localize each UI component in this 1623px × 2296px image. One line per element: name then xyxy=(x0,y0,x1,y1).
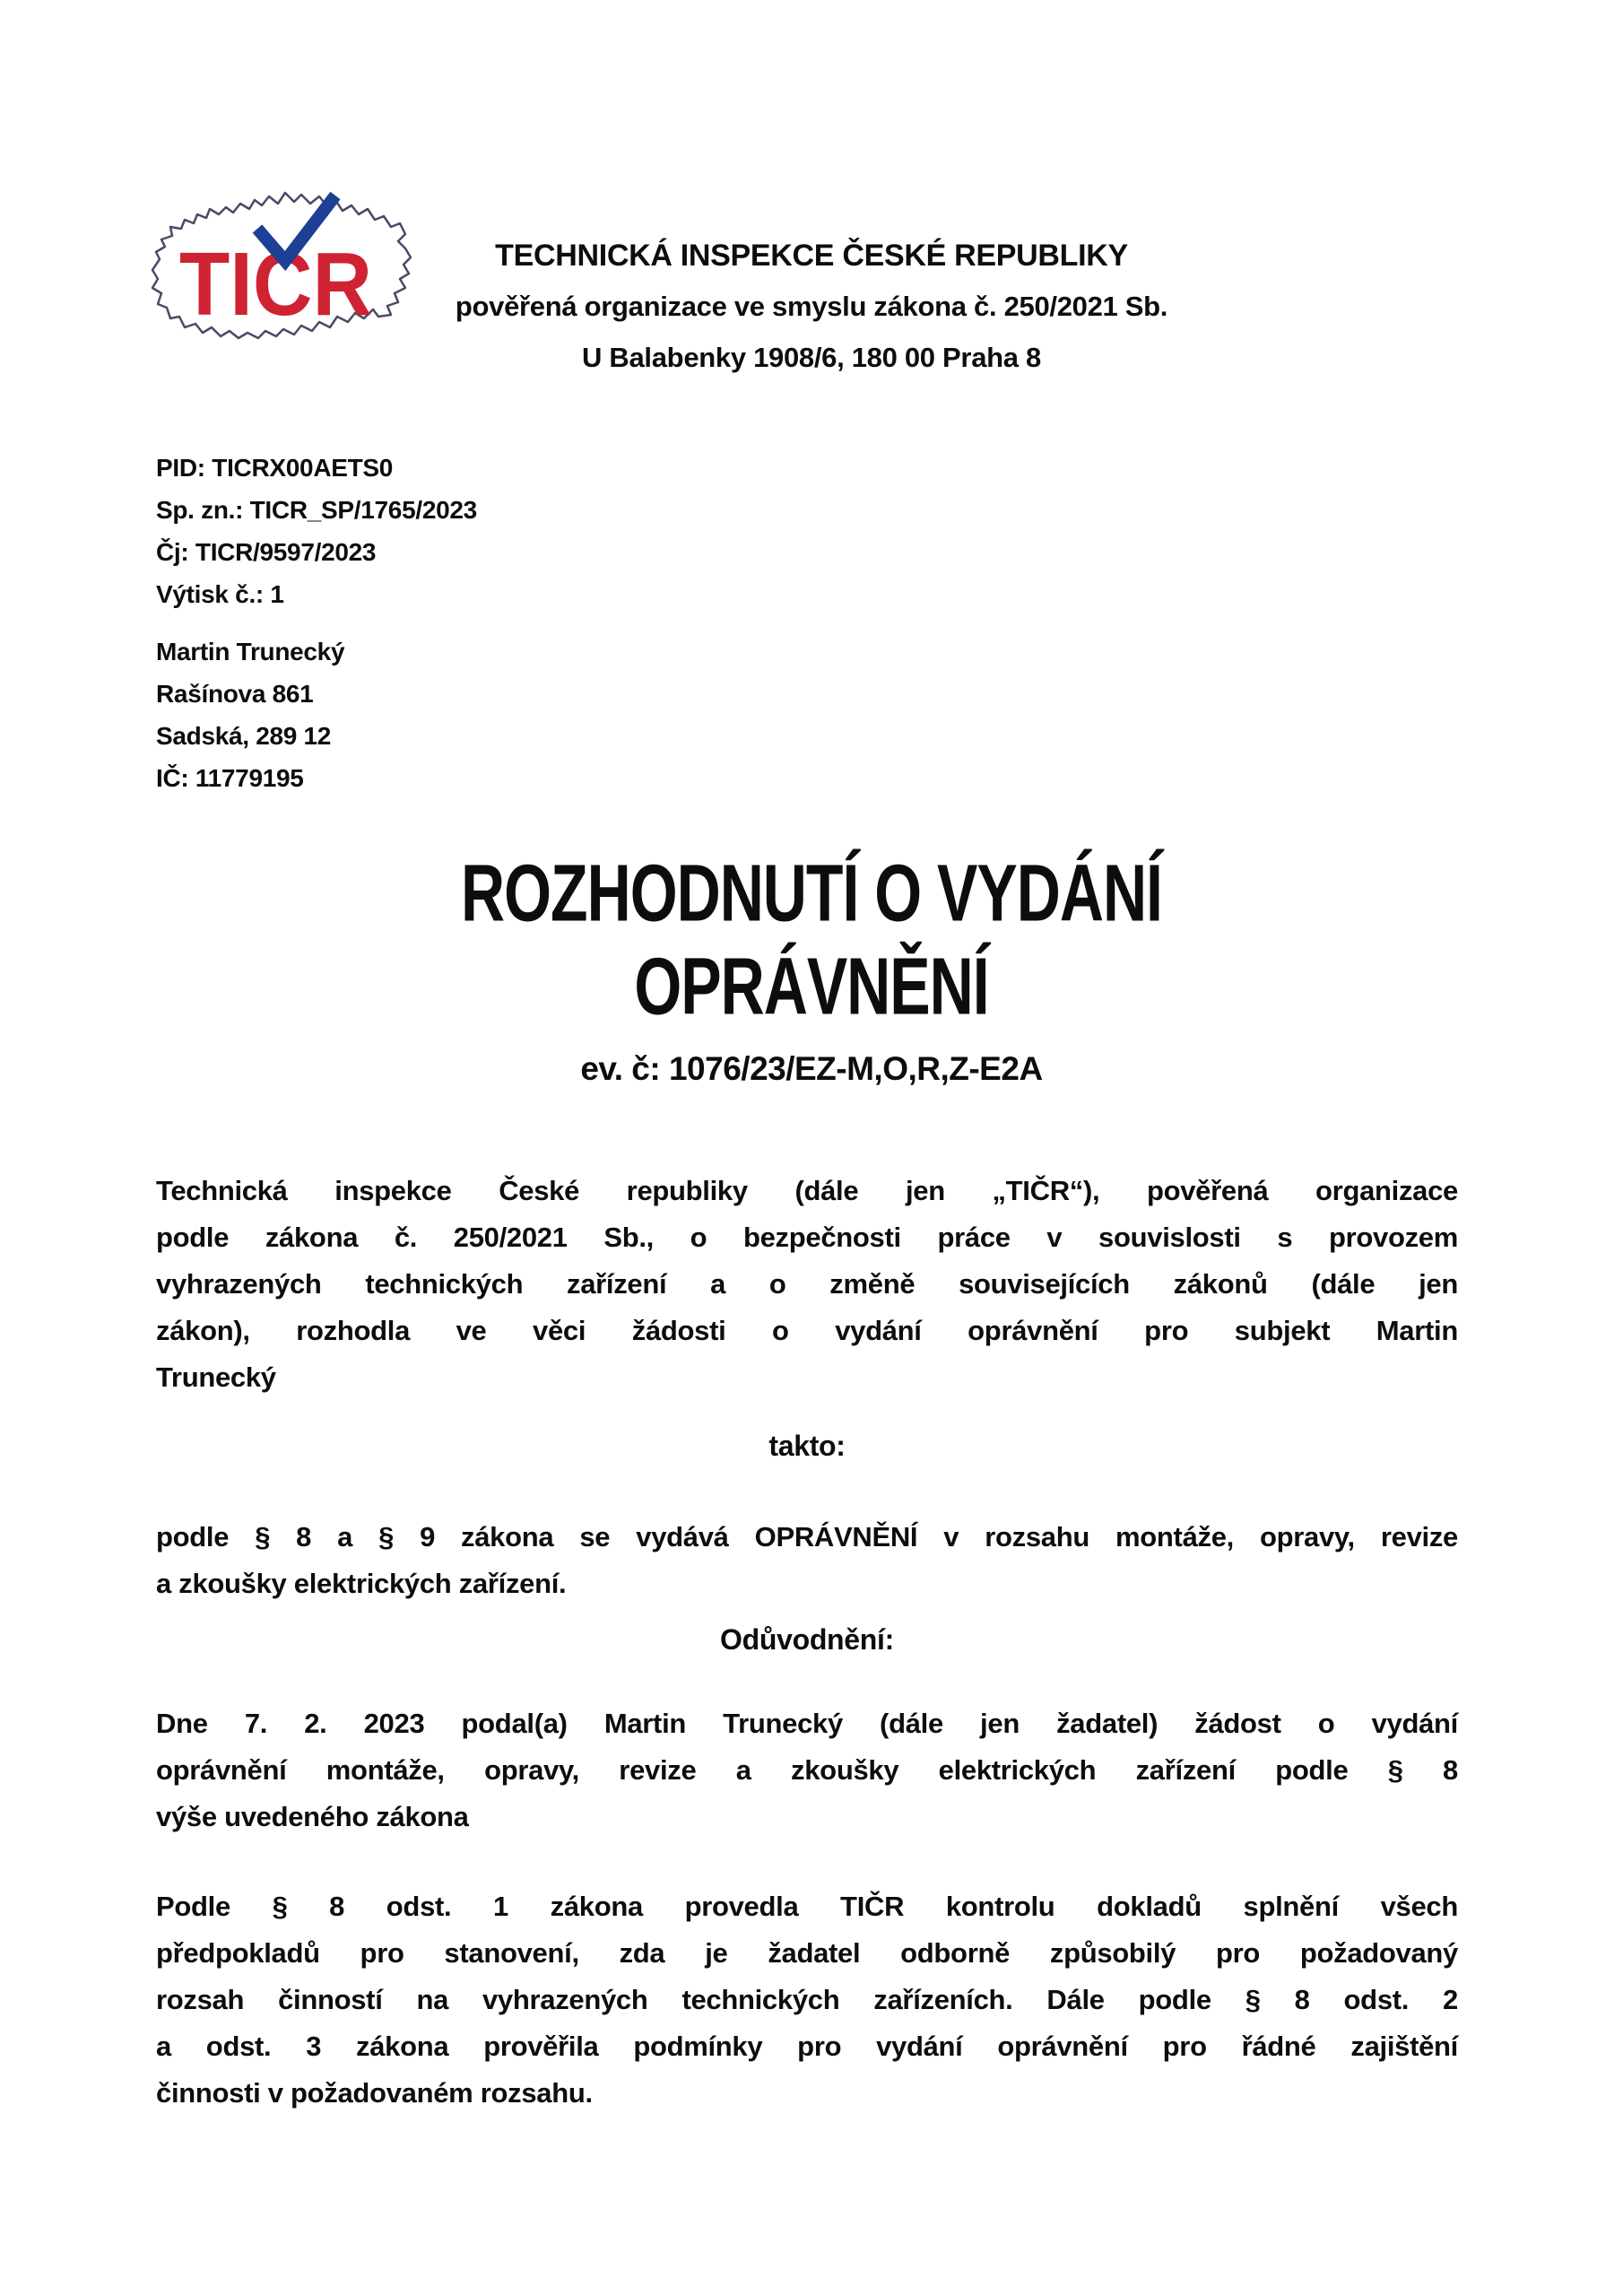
justification-paragraph-2 xyxy=(156,1883,1458,2117)
recipient-block xyxy=(156,631,344,799)
paragraph-line: a odst. 3 zákona prověřila podmínky pro vydání oprávnění pro řádné zajištění xyxy=(156,2031,1458,2062)
decision-ev-number: ev. č: 1076/23/EZ-M,O,R,Z-E2A xyxy=(580,1050,1043,1087)
paragraph-line: a zkoušky elektrických zařízení. xyxy=(156,1568,567,1599)
org-name: TECHNICKÁ INSPEKCE ČESKÉ REPUBLIKY xyxy=(495,239,1128,273)
takto-heading: takto: xyxy=(768,1430,846,1462)
recipient-name: Martin Trunecký xyxy=(156,638,345,665)
paragraph-line: rozsah činností na vyhrazených technických zařízeních. Dále podle § 8 odst. 2 xyxy=(156,1984,1458,2015)
recipient-ic: IČ: 11779195 xyxy=(156,764,304,792)
decision-title-line2: OPRÁVNĚNÍ xyxy=(634,941,989,1032)
intro-paragraph xyxy=(156,1168,1458,1401)
recipient-street: Rašínova 861 xyxy=(156,680,314,708)
logo-text: TICR xyxy=(179,234,372,335)
paragraph-line: předpokladů pro stanovení, zda je žadatel odborně způsobilý pro požadovaný xyxy=(156,1937,1458,1969)
paragraph-line: Trunecký xyxy=(156,1361,276,1393)
meta-vytisk: Výtisk č.: 1 xyxy=(156,580,284,608)
filing-meta-block xyxy=(156,447,477,615)
oduvodneni-heading: Odůvodnění: xyxy=(719,1623,894,1656)
paragraph-line: výše uvedeného zákona xyxy=(156,1801,469,1832)
paragraph-line: Technická inspekce České republiky (dále jen „TIČR“), pověřená organizace xyxy=(156,1175,1458,1206)
meta-pid: PID: TICRX00AETS0 xyxy=(156,454,394,482)
paragraph-line: podle § 8 a § 9 zákona se vydává OPRÁVNĚNÍ v rozsahu montáže, opravy, revize xyxy=(156,1521,1458,1552)
decision-title-line1: ROZHODNUTÍ O VYDÁNÍ xyxy=(461,848,1162,939)
paragraph-line: Dne 7. 2. 2023 podal(a) Martin Trunecký (dále jen žadatel) žádost o vydání xyxy=(156,1708,1458,1739)
paragraph-line: zákon), rozhodla ve věci žádosti o vydání oprávnění pro subjekt Martin xyxy=(156,1315,1458,1346)
paragraph-line: vyhrazených technických zařízení a o změně souvisejících zákonů (dále jen xyxy=(156,1268,1458,1300)
meta-cj: Čj: TICR/9597/2023 xyxy=(156,538,377,566)
org-subtitle: pověřená organizace ve smyslu zákona č. 250/2021 Sb. xyxy=(455,291,1168,322)
verdict-paragraph xyxy=(156,1514,1458,1607)
org-address: U Balabenky 1908/6, 180 00 Praha 8 xyxy=(582,342,1041,373)
paragraph-line: Podle § 8 odst. 1 zákona provedla TIČR kontrolu dokladů splnění všech xyxy=(156,1891,1458,1922)
paragraph-line: oprávnění montáže, opravy, revize a zkoušky elektrických zařízení podle § 8 xyxy=(156,1754,1458,1786)
justification-paragraph-1 xyxy=(156,1700,1458,1840)
recipient-city: Sadská, 289 12 xyxy=(156,722,332,750)
paragraph-line: činnosti v požadovaném rozsahu. xyxy=(156,2077,593,2109)
paragraph-line: podle zákona č. 250/2021 Sb., o bezpečnosti práce v souvislosti s provozem xyxy=(156,1222,1458,1253)
meta-sp-zn: Sp. zn.: TICR_SP/1765/2023 xyxy=(156,496,477,524)
